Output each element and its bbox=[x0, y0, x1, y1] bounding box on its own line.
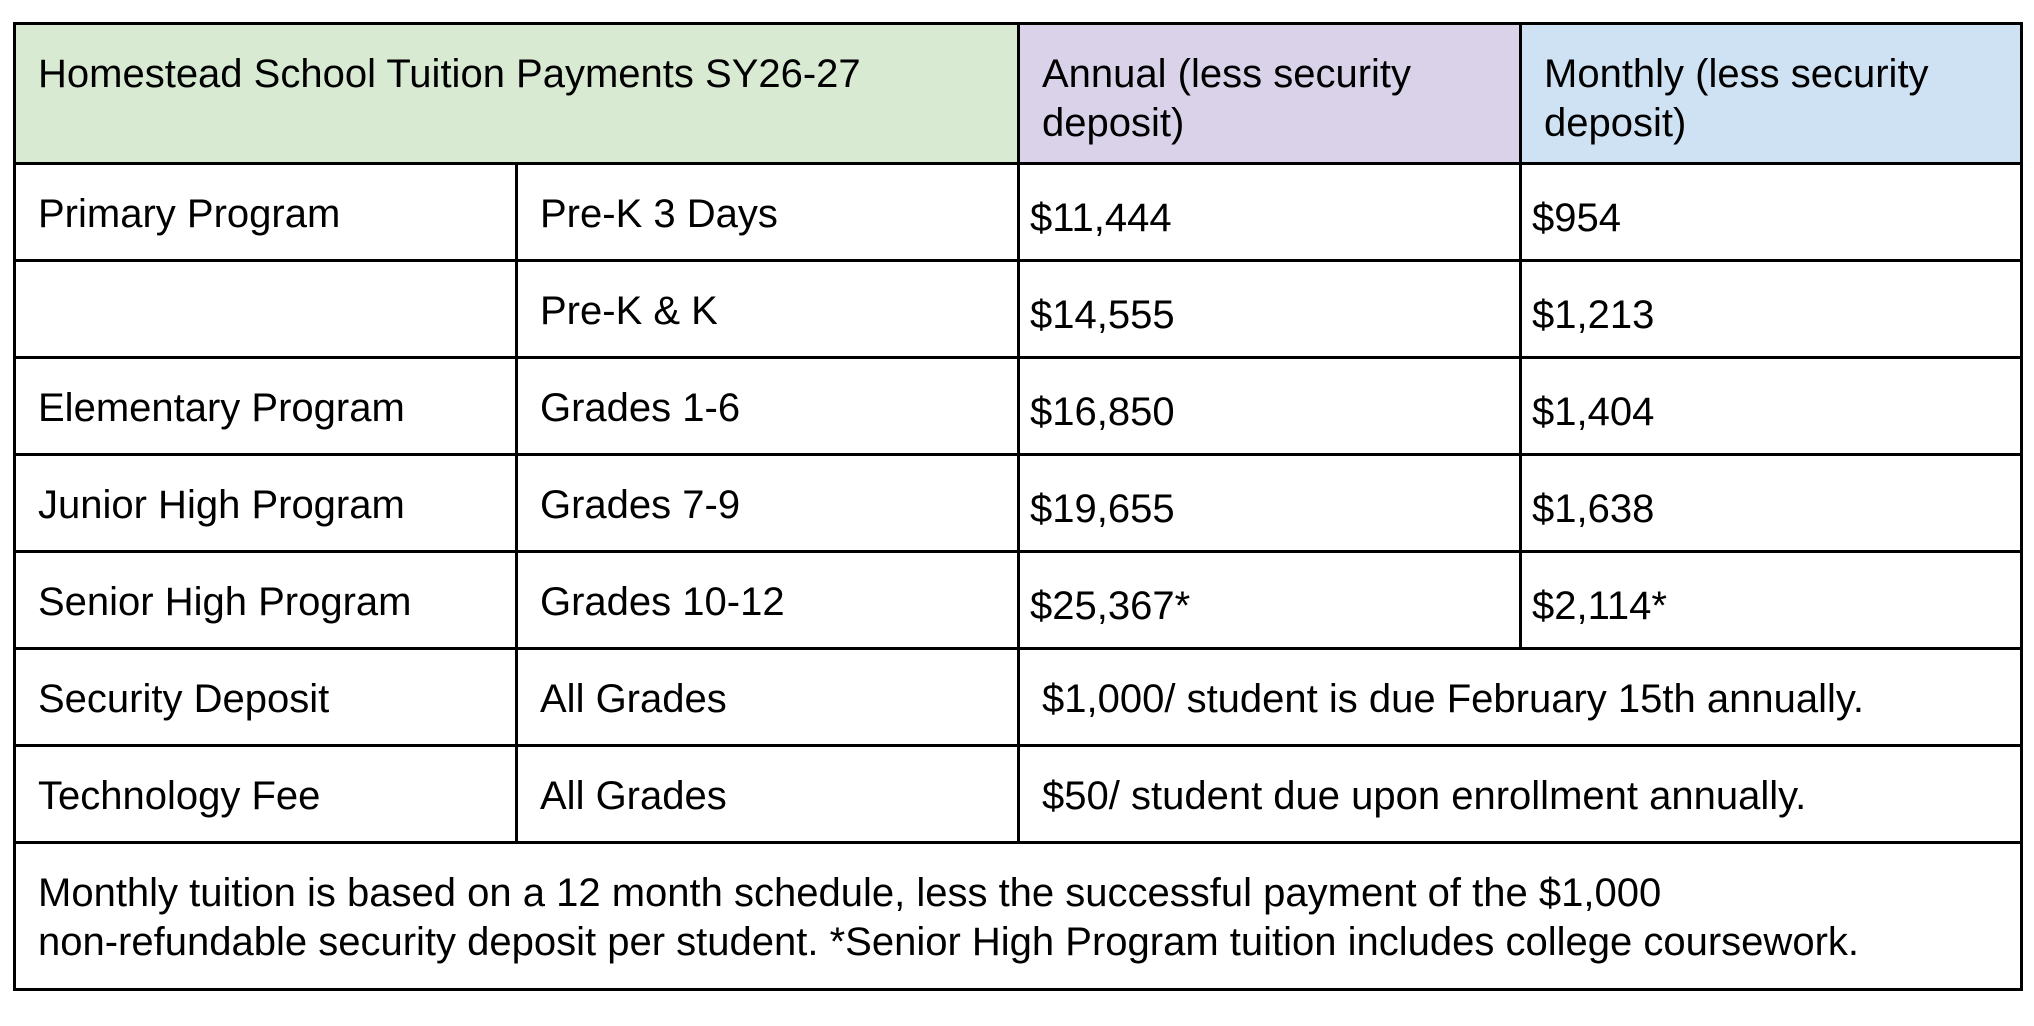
footnote-line-1: Monthly tuition is based on a 12 month schedule, less the successful payment of the $1,000 bbox=[38, 871, 1662, 915]
tuition-table bbox=[13, 22, 2023, 991]
monthly-cell: $954 bbox=[1521, 164, 2022, 261]
monthly-cell: $1,404 bbox=[1521, 358, 2022, 455]
program-cell: Junior High Program bbox=[15, 455, 517, 552]
grades-cell: Pre-K & K bbox=[517, 261, 1019, 358]
footnote-line-2: non-refundable security deposit per student. *Senior High Program tuition includes college coursework. bbox=[38, 920, 1859, 964]
monthly-cell: $2,114* bbox=[1521, 552, 2022, 649]
monthly-header-cell bbox=[1521, 24, 2022, 164]
program-cell: Senior High Program bbox=[15, 552, 517, 649]
fee-grades-cell: All Grades bbox=[517, 649, 1019, 746]
grades-cell: Grades 7-9 bbox=[517, 455, 1019, 552]
annual-cell: $19,655 bbox=[1019, 455, 1521, 552]
footnote-cell bbox=[15, 843, 2022, 990]
fee-detail-cell: $50/ student due upon enrollment annually. bbox=[1019, 746, 2022, 843]
monthly-cell: $1,638 bbox=[1521, 455, 2022, 552]
program-cell: Elementary Program bbox=[15, 358, 517, 455]
table-row bbox=[15, 358, 2022, 455]
monthly-cell: $1,213 bbox=[1521, 261, 2022, 358]
program-cell: Primary Program bbox=[15, 164, 517, 261]
fee-row bbox=[15, 746, 2022, 843]
fee-row bbox=[15, 649, 2022, 746]
table-row bbox=[15, 455, 2022, 552]
annual-column-header: Annual (less security deposit) bbox=[1042, 52, 1412, 145]
footnote-row bbox=[15, 843, 2022, 990]
grades-cell: Grades 10-12 bbox=[517, 552, 1019, 649]
program-cell bbox=[15, 261, 517, 358]
grades-cell: Pre-K 3 Days bbox=[517, 164, 1019, 261]
annual-header-cell bbox=[1019, 24, 1521, 164]
table-header-row bbox=[15, 24, 2022, 164]
table-row bbox=[15, 261, 2022, 358]
grades-cell: Grades 1-6 bbox=[517, 358, 1019, 455]
annual-cell: $14,555 bbox=[1019, 261, 1521, 358]
table-row bbox=[15, 164, 2022, 261]
fee-detail-cell: $1,000/ student is due February 15th annually. bbox=[1019, 649, 2022, 746]
table-title: Homestead School Tuition Payments SY26-27 bbox=[38, 52, 861, 96]
table-title-cell bbox=[15, 24, 1019, 164]
annual-cell: $16,850 bbox=[1019, 358, 1521, 455]
annual-cell: $25,367* bbox=[1019, 552, 1521, 649]
monthly-column-header: Monthly (less security deposit) bbox=[1544, 52, 1929, 145]
fee-grades-cell: All Grades bbox=[517, 746, 1019, 843]
annual-cell: $11,444 bbox=[1019, 164, 1521, 261]
fee-name-cell: Technology Fee bbox=[15, 746, 517, 843]
table-row bbox=[15, 552, 2022, 649]
fee-name-cell: Security Deposit bbox=[15, 649, 517, 746]
